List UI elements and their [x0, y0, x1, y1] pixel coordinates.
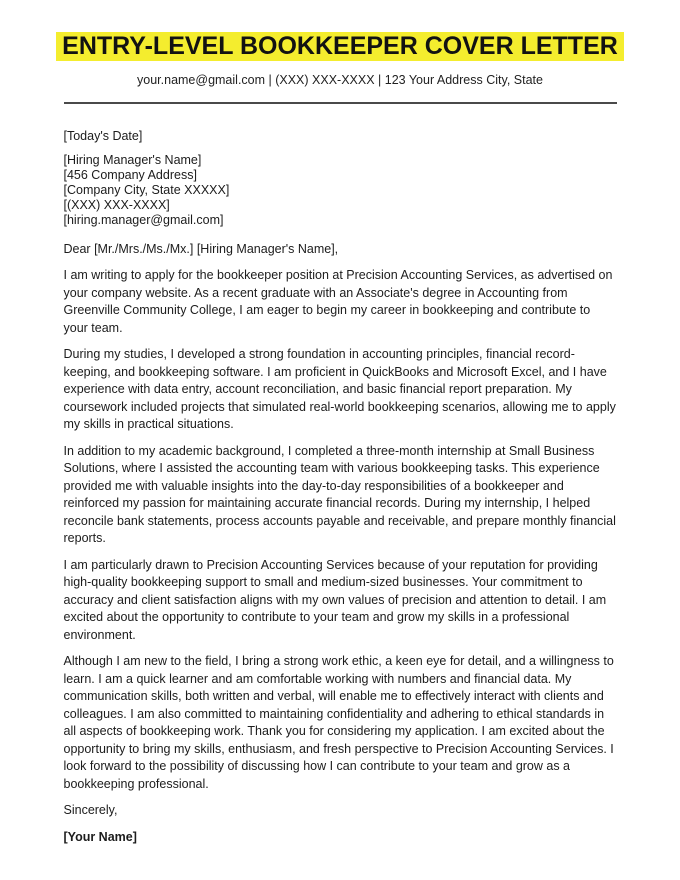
recipient-block: [64, 153, 617, 228]
salutation: Dear [Mr./Mrs./Ms./Mx.] [Hiring Manager's Name],: [63, 241, 339, 256]
letter-header: [0, 0, 680, 88]
closing: Sincerely,: [63, 803, 118, 817]
recipient-line: [Hiring Manager's Name]: [63, 152, 202, 167]
body-paragraph: During my studies, I developed a strong foundation in accounting principles, financial record-keeping, and bookkeeping software. I am proficient in QuickBooks and Microsoft Excel, and I have experience with data entry, account reconciliation, and basic financial report preparation. My coursework included projects that simulated real-world bookkeeping scenarios, allowing me to apply my skills in practical situations.: [63, 347, 616, 431]
recipient-line: [(XXX) XXX-XXXX]: [63, 197, 170, 212]
signature: [Your Name]: [63, 829, 137, 844]
body-paragraph: I am particularly drawn to Precision Accounting Services because of your reputation for providing high-quality bookkeeping support to small and medium-sized businesses. Your commitment to accuracy and client satisfaction aligns with my own values of precision and attention to detail. I am excited about the opportunity to contribute to your team and grow my skills in a professional environment.: [63, 557, 607, 642]
date-line: [Today's Date]: [63, 129, 143, 143]
body-paragraph: In addition to my academic background, I completed a three-month internship at Small Business Solutions, where I assisted the accounting team with various bookkeeping tasks. This experience provided me with valuable insights into the day-to-day responsibilities of a bookkeeper and reinforced my passion for maintaining accurate financial records. During my internship, I helped reconcile bank statements, process accounts payable and receivable, and prepare monthly financial reports.: [63, 443, 616, 545]
contact-info: your.name@gmail.com | (XXX) XXX-XXXX | 123 Your Address City, State: [137, 73, 543, 87]
page-title: ENTRY-LEVEL BOOKKEEPER COVER LETTER: [56, 32, 624, 61]
body-paragraph: Although I am new to the field, I bring a strong work ethic, a keen eye for detail, and a willingness to learn. I am a quick learner and am comfortable working with numbers and financial data. My communication skills, both written and verbal, will enable me to effectively interact with clients and colleagues. I am also committed to maintaining confidentiality and adhering to ethical standards in all aspects of bookkeeping work. Thank you for considering my application. I am excited about the opportunity to bring my skills, enthusiasm, and fresh perspective to Precision Accounting Services. I look forward to the possibility of discussing how I can contribute to your team and grow as a bookkeeping professional.: [63, 654, 614, 791]
header-divider: [64, 102, 617, 104]
recipient-line: [hiring.manager@gmail.com]: [63, 212, 224, 227]
letter-body: [64, 102, 617, 846]
body-paragraph: I am writing to apply for the bookkeeper position at Precision Accounting Services, as advertised on your company website. As a recent graduate with an Associate's degree in Accounting from Greenville Community College, I am eager to begin my career in bookkeeping and contribute to your team.: [63, 268, 613, 335]
recipient-line: [456 Company Address]: [63, 167, 197, 182]
recipient-line: [Company City, State XXXXX]: [63, 182, 230, 197]
